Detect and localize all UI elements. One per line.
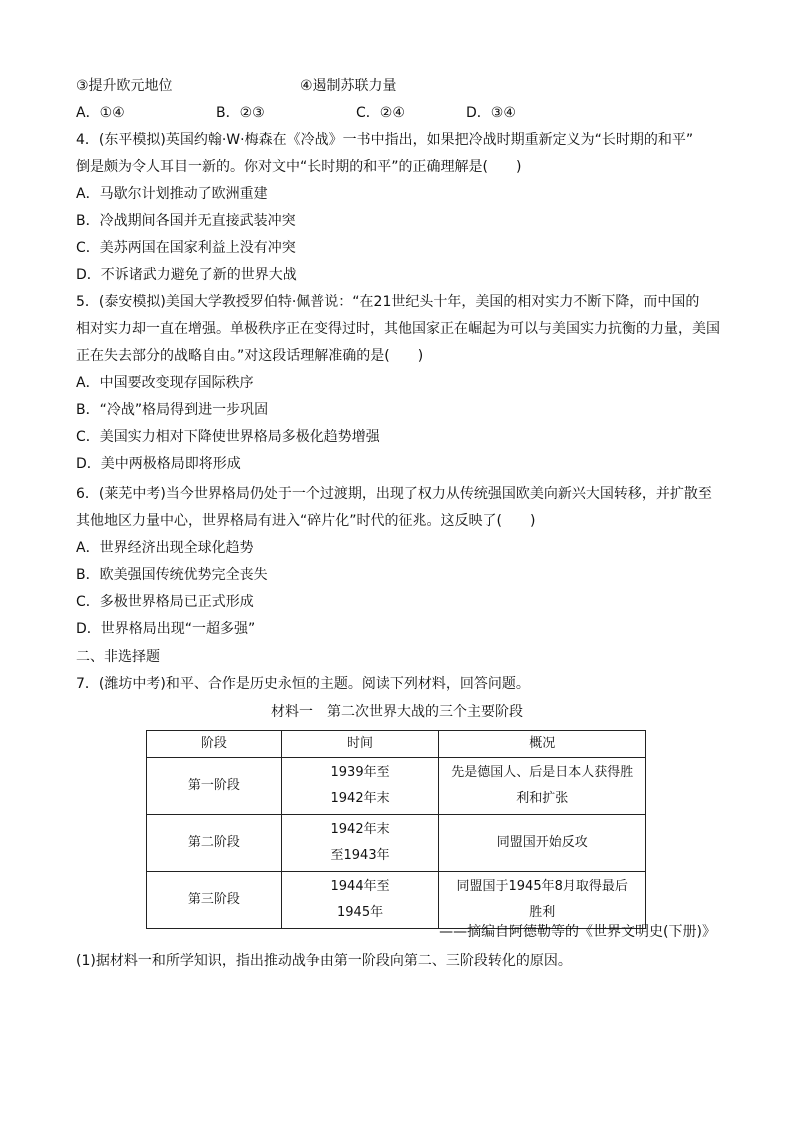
q5-option-a: A．中国要改变现存国际秩序 <box>76 375 254 391</box>
q6-option-a: A．世界经济出现全球化趋势 <box>76 540 254 556</box>
q6-option-c: C．多极世界格局已正式形成 <box>76 594 254 610</box>
time-line-2: 至1943年 <box>330 848 390 863</box>
time-line-1: 1942年末 <box>330 822 390 837</box>
overview-cell <box>439 872 646 929</box>
option-item-4: ④遏制苏联力量 <box>300 78 397 94</box>
q4-option-b: B．冷战期间各国并无直接武装冲突 <box>76 213 296 229</box>
material-source: ——摘编自阿德勒等的《世界文明史(下册)》 <box>439 924 716 940</box>
time-cell <box>281 758 439 815</box>
q6-stem-line1: 6．(莱芜中考)当今世界格局仍处于一个过渡期，出现了权力从传统强国欧美向新兴大国转移，并扩散至 <box>76 486 712 502</box>
option-item-3: ③提升欧元地位 <box>76 78 173 94</box>
overview-line-1: 先是德国人、后是日本人获得胜 <box>451 765 634 780</box>
time-line-1: 1939年至 <box>330 765 390 780</box>
q6-option-d: D．世界格局出现“一超多强” <box>76 621 256 637</box>
time-line-1: 1944年至 <box>330 879 390 894</box>
time-cell <box>281 872 439 929</box>
q7-subquestion-1: (1)据材料一和所学知识，指出推动战争由第一阶段向第二、三阶段转化的原因。 <box>76 953 572 969</box>
time-line-2: 1942年末 <box>330 791 390 806</box>
overview-line-2: 利和扩张 <box>516 791 569 806</box>
q5-stem-line1: 5．(泰安模拟)美国大学教授罗伯特·佩普说：“在21世纪头十年，美国的相对实力不断下降，而中国的 <box>76 294 700 310</box>
choice-c: C．②④ <box>356 105 405 121</box>
choice-b: B．②③ <box>216 105 265 121</box>
q5-stem-line3: 正在失去部分的战略自由。”对这段话理解准确的是( ) <box>76 348 424 364</box>
overview-cell: 同盟国开始反攻 <box>439 815 646 872</box>
overview-cell <box>439 758 646 815</box>
q4-option-d: D．不诉诸武力避免了新的世界大战 <box>76 267 297 283</box>
ww2-stages-table <box>146 730 646 929</box>
time-line-2: 1945年 <box>337 905 384 920</box>
header-time: 时间 <box>281 731 439 758</box>
q5-stem-line2: 相对实力却一直在增强。单极秩序正在变得过时，其他国家正在崛起为可以与美国实力抗衡的力量，美国 <box>76 321 720 337</box>
header-stage: 阶段 <box>147 731 282 758</box>
q4-option-c: C．美苏两国在国家利益上没有冲突 <box>76 240 296 256</box>
table-header-row <box>147 731 646 758</box>
q6-stem-line2: 其他地区力量中心，世界格局有进入“碎片化”时代的征兆。这反映了( ) <box>76 513 536 529</box>
choice-d: D．③④ <box>466 105 516 121</box>
q7-stem: 7．(潍坊中考)和平、合作是历史永恒的主题。阅读下列材料，回答问题。 <box>76 676 530 692</box>
table-row <box>147 815 646 872</box>
q4-option-a: A．马歇尔计划推动了欧洲重建 <box>76 186 268 202</box>
q6-option-b: B．欧美强国传统优势完全丧失 <box>76 567 268 583</box>
table-row <box>147 872 646 929</box>
q5-option-d: D．美中两极格局即将形成 <box>76 456 241 472</box>
overview-line-2: 胜利 <box>529 905 556 920</box>
choice-a: A．①④ <box>76 105 125 121</box>
table-caption: 材料一 第二次世界大战的三个主要阶段 <box>271 704 523 720</box>
q4-stem-line1: 4．(东平模拟)英国约翰·W·梅森在《冷战》一书中指出，如果把冷战时期重新定义为“长时期的和平” <box>76 132 694 148</box>
stage-cell: 第一阶段 <box>147 758 282 815</box>
stage-cell: 第二阶段 <box>147 815 282 872</box>
stage-cell: 第三阶段 <box>147 872 282 929</box>
q5-option-b: B．“冷战”格局得到进一步巩固 <box>76 402 269 418</box>
section-heading: 二、非选择题 <box>76 649 160 665</box>
overview-line-1: 同盟国于1945年8月取得最后 <box>456 879 628 894</box>
header-overview: 概况 <box>439 731 646 758</box>
table-row <box>147 758 646 815</box>
time-cell <box>281 815 439 872</box>
q4-stem-line2: 倒是颇为令人耳目一新的。你对文中“长时期的和平”的正确理解是( ) <box>76 159 522 175</box>
q5-option-c: C．美国实力相对下降使世界格局多极化趋势增强 <box>76 429 380 445</box>
